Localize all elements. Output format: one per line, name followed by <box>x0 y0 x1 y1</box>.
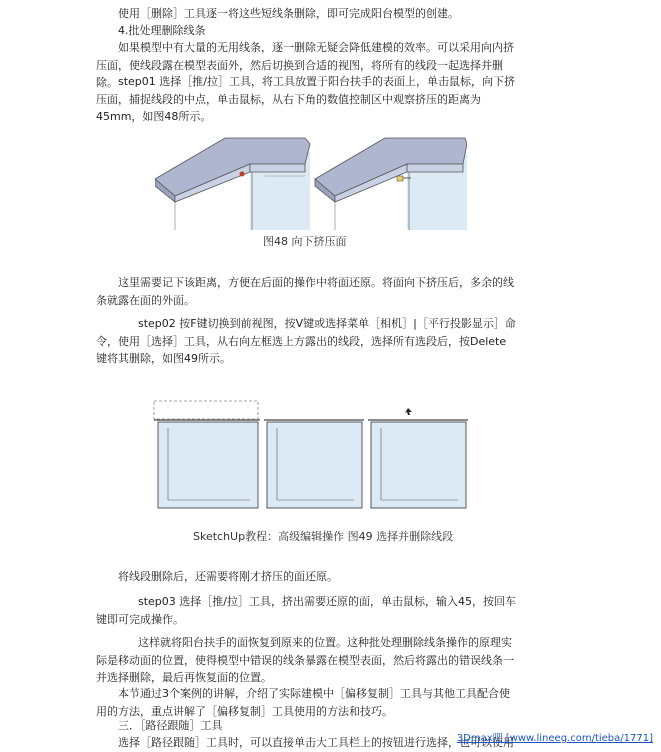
figure-49-illustration <box>150 398 470 516</box>
paragraph-9: 这样就将阳台扶手的面恢复到原来的位置。这种批处理删除线条操作的原理实际是移动面的位置，使得模型中错误的线条暴露在模型表面，然后将露出的错误线条一并选择删除，最后再恢复面的位置。 <box>96 636 514 684</box>
paragraph-step01: step01 选择［推/拉］工具，将工具放置于阳台扶手的表面上，单击鼠标，向下挤压面，捕捉线段的中点，单击鼠标，从右下角的数值控制区中观察挤压的距离为45mm，如图48所示。 <box>96 75 515 123</box>
figure-49-caption: SketchUp教程：高级编辑操作 图49 选择并删除线段 <box>193 530 454 543</box>
paragraph-10: 本节通过3个案例的讲解，介绍了实际建模中［偏移复制］工具与其他工具配合使用的方法，重点讲解了［偏移复制］工具使用的方法和技巧。 <box>96 687 510 718</box>
watermark-link[interactable]: 3Dmax吧 [www.lineeg.com/tieba/1771] <box>456 733 653 744</box>
section-heading-path-follow: 三．［路径跟随］工具 <box>118 719 223 732</box>
paragraph-step03: step03 选择［推/拉］工具，挤出需要还原的面，单击鼠标，输入45，按回车键即可完成操作。 <box>96 595 516 626</box>
figure-48 <box>155 134 467 230</box>
figure-49-panel-2 <box>264 420 364 508</box>
paragraph-1: 使用［删除］工具逐一将这些短线条删除，即可完成阳台模型的创建。 <box>118 7 459 20</box>
figure-49-panel-3 <box>368 408 468 508</box>
paragraph-step02: step02 按F键切换到前视图，按V键或选择菜单［相机］|［平行投影显示］命令，使用［选择］工具，从右向左框选上方露出的线段，选择所有选段后，按Delete键将其删除，如图49所示。 <box>96 317 516 365</box>
figure-48-illustration <box>155 134 467 230</box>
paragraph-heading-4: 4.批处理删除线条 <box>118 24 206 37</box>
figure-49 <box>150 398 470 516</box>
figure-49-panel-1 <box>154 420 260 508</box>
figure-48-caption: 图48 向下挤压面 <box>263 235 347 248</box>
paragraph-12: 选择［路径跟随］工具时，可以直接单击大工具栏上的按钮进行选择，也可以使用 <box>118 736 514 749</box>
paragraph-5: 这里需要记下该距离，方便在后面的操作中将面还原。将面向下挤压后，多余的线条就露在面的外面。 <box>96 276 514 307</box>
paragraph-7: 将线段删除后，还需要将刚才挤压的面还原。 <box>118 570 338 583</box>
paragraph-3: 如果模型中有大量的无用线条，逐一删除无疑会降低建模的效率。可以采用向内挤压面，使线段露在模型表面外，然后切换到合适的视图，将所有的线段一起选择并删除。 <box>96 41 514 89</box>
